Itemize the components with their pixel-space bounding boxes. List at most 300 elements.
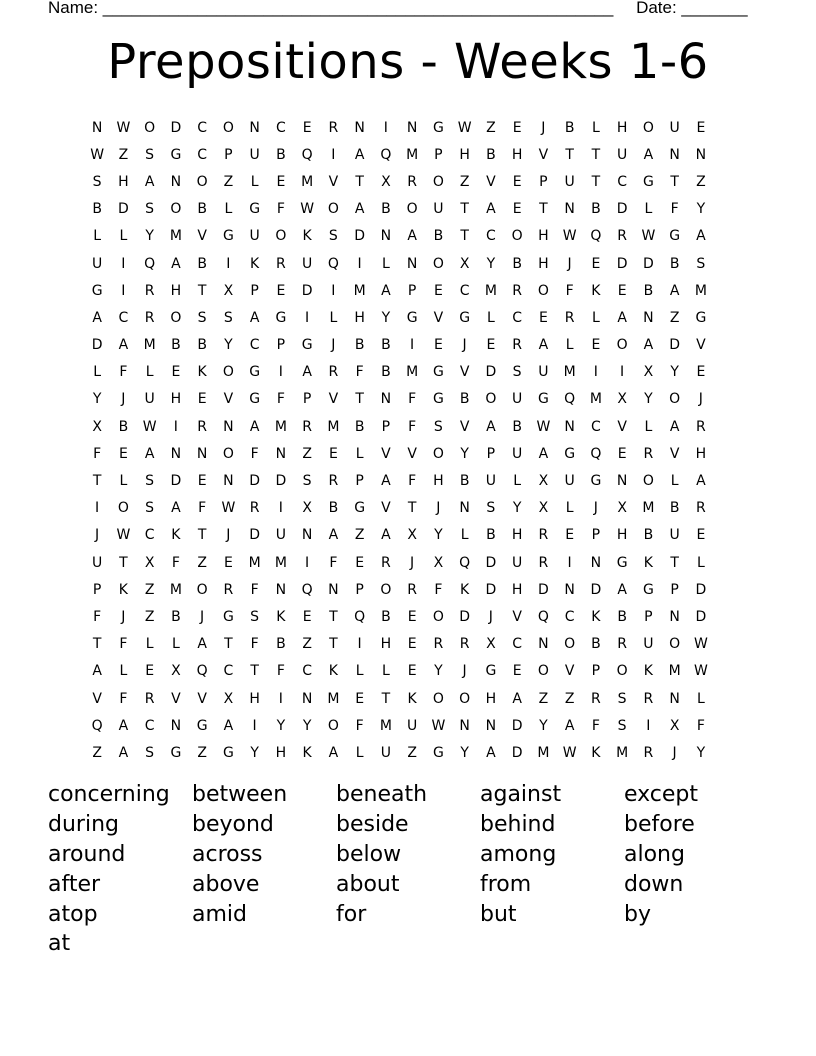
grid-letter: N	[354, 119, 365, 136]
grid-letter: G	[537, 391, 549, 408]
grid-letter: B	[591, 201, 601, 218]
grid-letter: G	[222, 608, 234, 625]
grid-letter: L	[119, 473, 128, 490]
grid-letter: B	[354, 418, 365, 435]
grid-letter: O	[144, 119, 156, 136]
grid-letter: I	[593, 364, 598, 381]
grid-letter: G	[695, 309, 707, 326]
grid-letter: M	[694, 282, 707, 299]
grid-letter: R	[617, 228, 627, 245]
grid-letter: A	[643, 146, 654, 163]
grid-letter: V	[407, 445, 417, 462]
grid-letter: N	[196, 445, 208, 462]
grid-letter: G	[91, 282, 103, 299]
grid-letter: M	[406, 146, 419, 163]
grid-letter: O	[642, 119, 654, 136]
grid-letter: J	[436, 500, 441, 517]
grid-letter: I	[252, 717, 257, 734]
grid-letter: L	[486, 309, 495, 326]
grid-letter: A	[118, 744, 129, 761]
grid-letter: T	[355, 173, 364, 190]
grid-letter: P	[434, 146, 443, 163]
grid-letter: A	[354, 146, 365, 163]
grid-letter: K	[328, 663, 338, 680]
grid-letter: C	[564, 608, 575, 625]
grid-letter: T	[329, 608, 338, 625]
grid-letter: U	[643, 636, 654, 653]
grid-letter: K	[171, 527, 181, 544]
word-list-item: about	[336, 871, 400, 897]
word-list-item: before	[624, 812, 695, 838]
grid-letter: F	[250, 445, 259, 462]
grid-letter: Z	[696, 173, 706, 190]
grid-letter: D	[275, 473, 287, 490]
grid-row	[84, 522, 744, 549]
grid-letter: C	[302, 663, 313, 680]
grid-letter: B	[564, 119, 575, 136]
grid-letter: Q	[459, 554, 471, 571]
word-list-item: beneath	[336, 782, 428, 808]
grid-letter: G	[642, 173, 654, 190]
grid-letter: R	[197, 418, 207, 435]
grid-letter: V	[564, 663, 575, 680]
grid-letter: N	[616, 473, 628, 490]
grid-letter: N	[301, 690, 313, 707]
grid-letter: G	[432, 119, 444, 136]
word-list-row	[48, 899, 768, 929]
grid-letter: L	[329, 309, 338, 326]
grid-letter: R	[381, 554, 391, 571]
grid-letter: U	[302, 255, 313, 272]
grid-letter: L	[565, 500, 574, 517]
grid-letter: N	[406, 119, 418, 136]
grid-letter: D	[616, 201, 628, 218]
grid-letter: B	[276, 636, 286, 653]
grid-letter: Y	[696, 201, 706, 218]
grid-letter: D	[117, 201, 129, 218]
grid-letter: L	[355, 663, 364, 680]
grid-letter: O	[275, 228, 287, 245]
grid-letter: E	[118, 445, 128, 462]
grid-letter: P	[407, 282, 417, 299]
grid-letter: J	[121, 608, 126, 625]
grid-letter: B	[381, 364, 391, 381]
grid-letter: A	[223, 717, 234, 734]
grid-letter: R	[223, 581, 234, 598]
grid-row	[84, 277, 744, 304]
grid-letter: E	[197, 473, 207, 490]
grid-letter: D	[249, 473, 261, 490]
grid-letter: B	[381, 201, 391, 218]
word-list-item: atop	[48, 901, 98, 927]
grid-letter: J	[593, 500, 598, 517]
word-list-item: below	[336, 841, 402, 867]
grid-letter: U	[669, 527, 680, 544]
header-line	[48, 0, 748, 18]
grid-letter: G	[170, 146, 182, 163]
grid-letter: I	[410, 337, 415, 354]
grid-letter: Q	[144, 255, 156, 272]
grid-letter: U	[485, 473, 496, 490]
grid-letter: U	[275, 527, 286, 544]
grid-letter: H	[249, 690, 260, 707]
grid-letter: G	[564, 445, 576, 462]
grid-letter: B	[92, 201, 102, 218]
grid-letter: Z	[197, 744, 207, 761]
word-list-item: beyond	[192, 812, 274, 838]
grid-letter: O	[432, 690, 444, 707]
grid-letter: B	[118, 418, 129, 435]
grid-letter: R	[144, 309, 155, 326]
grid-letter: T	[539, 201, 548, 218]
grid-letter: E	[328, 445, 338, 462]
grid-letter: J	[121, 391, 126, 408]
grid-letter: E	[302, 119, 312, 136]
grid-letter: C	[223, 663, 234, 680]
grid-letter: M	[169, 581, 182, 598]
grid-letter: K	[407, 690, 417, 707]
grid-letter: U	[512, 445, 523, 462]
grid-letter: C	[144, 717, 155, 734]
grid-letter: O	[117, 500, 129, 517]
grid-letter: P	[250, 282, 259, 299]
grid-letter: A	[197, 636, 207, 653]
grid-letter: H	[170, 282, 182, 299]
grid-letter: M	[274, 418, 287, 435]
word-list	[48, 780, 768, 959]
grid-letter: N	[328, 581, 339, 598]
grid-row	[84, 413, 744, 440]
grid-letter: N	[275, 581, 287, 598]
word-list-item: from	[480, 871, 532, 897]
grid-letter: A	[144, 445, 155, 462]
grid-row	[84, 114, 744, 141]
grid-letter: G	[590, 473, 602, 490]
grid-letter: E	[355, 690, 365, 707]
grid-letter: S	[486, 500, 496, 517]
word-list-item: down	[624, 871, 684, 897]
grid-letter: Q	[564, 391, 576, 408]
grid-letter: I	[305, 554, 310, 571]
grid-letter: K	[643, 554, 653, 571]
grid-letter: F	[119, 364, 128, 381]
grid-letter: L	[250, 173, 259, 190]
grid-letter: E	[617, 282, 627, 299]
grid-letter: Z	[302, 445, 312, 462]
grid-letter: W	[562, 744, 577, 761]
grid-letter: Y	[276, 717, 286, 734]
grid-letter: Y	[145, 228, 154, 245]
word-search-grid	[84, 114, 744, 767]
grid-letter: P	[670, 581, 679, 598]
grid-letter: R	[591, 690, 601, 707]
grid-letter: S	[433, 418, 443, 435]
grid-letter: K	[276, 608, 286, 625]
grid-letter: A	[486, 744, 496, 761]
word-list-item: amid	[192, 901, 247, 927]
grid-letter: F	[276, 201, 285, 218]
grid-letter: G	[249, 391, 261, 408]
grid-letter: N	[170, 173, 182, 190]
grid-letter: R	[328, 473, 339, 490]
grid-letter: W	[457, 119, 472, 136]
grid-letter: O	[432, 608, 444, 625]
grid-letter: N	[538, 636, 549, 653]
grid-letter: B	[669, 500, 680, 517]
grid-letter: K	[591, 608, 601, 625]
grid-letter: V	[328, 391, 339, 408]
grid-letter: U	[617, 146, 628, 163]
grid-letter: V	[696, 337, 706, 354]
grid-letter: D	[669, 337, 681, 354]
grid-letter: E	[538, 309, 548, 326]
grid-letter: Z	[118, 146, 129, 163]
grid-letter: L	[513, 473, 522, 490]
grid-letter: F	[591, 717, 600, 734]
grid-letter: R	[617, 636, 627, 653]
grid-letter: O	[616, 663, 628, 680]
grid-letter: E	[696, 119, 706, 136]
grid-letter: H	[459, 146, 470, 163]
grid-letter: N	[380, 391, 392, 408]
grid-letter: X	[486, 636, 496, 653]
grid-letter: A	[669, 282, 680, 299]
grid-letter: I	[331, 146, 336, 163]
grid-letter: Y	[644, 391, 653, 408]
grid-letter: G	[406, 309, 418, 326]
page-title: Prepositions - Weeks 1-6	[107, 34, 709, 90]
grid-letter: A	[118, 337, 129, 354]
grid-letter: A	[381, 527, 391, 544]
grid-letter: J	[462, 663, 467, 680]
grid-letter: L	[93, 228, 102, 245]
word-list-row	[48, 810, 768, 840]
grid-letter: H	[511, 581, 523, 598]
grid-letter: A	[144, 173, 155, 190]
grid-letter: B	[591, 636, 601, 653]
grid-letter: O	[511, 228, 523, 245]
grid-letter: R	[328, 364, 339, 381]
grid-letter: L	[145, 364, 154, 381]
grid-letter: G	[249, 364, 261, 381]
grid-letter: L	[119, 663, 128, 680]
grid-letter: L	[381, 663, 390, 680]
grid-letter: S	[197, 309, 207, 326]
grid-letter: H	[616, 119, 628, 136]
grid-row	[84, 223, 744, 250]
grid-letter: L	[145, 636, 154, 653]
grid-letter: S	[617, 717, 627, 734]
grid-letter: S	[145, 500, 155, 517]
grid-letter: F	[171, 554, 180, 571]
grid-letter: Q	[196, 663, 208, 680]
grid-letter: F	[355, 717, 364, 734]
grid-letter: A	[512, 690, 522, 707]
grid-letter: S	[145, 146, 155, 163]
grid-letter: N	[590, 554, 602, 571]
grid-letter: E	[512, 201, 522, 218]
grid-letter: P	[355, 473, 364, 490]
grid-letter: B	[197, 337, 207, 354]
grid-letter: C	[144, 527, 155, 544]
grid-letter: F	[670, 201, 679, 218]
grid-letter: O	[380, 581, 392, 598]
grid-letter: C	[197, 119, 208, 136]
grid-letter: A	[328, 744, 339, 761]
grid-letter: K	[302, 228, 312, 245]
grid-letter: E	[591, 337, 601, 354]
grid-row	[84, 495, 744, 522]
grid-letter: A	[381, 282, 391, 299]
grid-letter: H	[118, 173, 129, 190]
grid-letter: R	[459, 636, 470, 653]
grid-letter: H	[538, 228, 549, 245]
grid-letter: R	[643, 690, 654, 707]
grid-letter: M	[327, 418, 340, 435]
grid-letter: Q	[590, 228, 602, 245]
grid-letter: B	[354, 337, 365, 354]
grid-letter: O	[170, 309, 182, 326]
grid-letter: E	[433, 282, 443, 299]
grid-letter: I	[173, 418, 178, 435]
grid-letter: O	[642, 473, 654, 490]
grid-letter: Z	[197, 554, 207, 571]
grid-letter: W	[221, 500, 236, 517]
grid-letter: B	[197, 201, 207, 218]
grid-letter: V	[171, 690, 181, 707]
grid-letter: W	[536, 418, 551, 435]
grid-letter: O	[222, 364, 234, 381]
grid-letter: E	[223, 554, 233, 571]
grid-letter: E	[565, 527, 575, 544]
grid-letter: I	[331, 282, 336, 299]
grid-letter: G	[249, 201, 261, 218]
grid-letter: D	[616, 255, 628, 272]
grid-letter: T	[92, 473, 102, 490]
grid-row	[84, 440, 744, 467]
grid-letter: A	[302, 364, 312, 381]
grid-letter: A	[328, 527, 339, 544]
grid-letter: D	[537, 581, 549, 598]
grid-letter: G	[196, 717, 208, 734]
grid-letter: P	[486, 445, 496, 462]
grid-letter: X	[302, 500, 312, 517]
grid-letter: T	[355, 391, 364, 408]
grid-letter: A	[171, 500, 181, 517]
grid-letter: V	[486, 173, 496, 190]
grid-letter: F	[119, 636, 128, 653]
grid-letter: R	[302, 418, 312, 435]
grid-letter: D	[590, 581, 602, 598]
grid-letter: R	[328, 119, 339, 136]
grid-letter: J	[410, 554, 415, 571]
grid-letter: X	[617, 391, 627, 408]
grid-letter: L	[644, 418, 653, 435]
grid-letter: H	[538, 255, 549, 272]
grid-letter: A	[354, 201, 365, 218]
grid-letter: J	[541, 119, 546, 136]
grid-letter: D	[695, 608, 707, 625]
grid-letter: F	[198, 500, 207, 517]
grid-letter: V	[381, 445, 391, 462]
grid-letter: E	[276, 282, 286, 299]
grid-letter: H	[380, 636, 392, 653]
grid-letter: E	[407, 636, 417, 653]
grid-letter: Y	[460, 445, 469, 462]
grid-letter: A	[669, 418, 680, 435]
grid-letter: R	[643, 744, 654, 761]
grid-letter: F	[250, 636, 259, 653]
grid-letter: N	[695, 146, 707, 163]
grid-letter: F	[696, 717, 705, 734]
grid-letter: Y	[302, 717, 312, 734]
grid-letter: O	[170, 201, 182, 218]
grid-letter: Q	[537, 608, 549, 625]
grid-letter: C	[197, 146, 208, 163]
grid-letter: C	[617, 173, 628, 190]
grid-letter: A	[538, 445, 549, 462]
grid-letter: N	[564, 201, 575, 218]
grid-letter: V	[197, 228, 207, 245]
grid-letter: N	[564, 581, 575, 598]
grid-letter: O	[537, 663, 549, 680]
grid-letter: F	[408, 473, 417, 490]
grid-letter: E	[512, 173, 522, 190]
grid-letter: M	[563, 364, 576, 381]
grid-letter: W	[300, 201, 315, 218]
grid-letter: I	[95, 500, 100, 517]
grid-letter: J	[226, 527, 231, 544]
grid-letter: P	[276, 337, 286, 354]
grid-letter: Y	[670, 364, 679, 381]
word-list-row	[48, 780, 768, 810]
grid-letter: L	[171, 636, 180, 653]
grid-letter: N	[669, 690, 680, 707]
grid-letter: K	[197, 364, 207, 381]
grid-letter: F	[119, 690, 128, 707]
grid-letter: D	[91, 337, 103, 354]
grid-letter: C	[512, 309, 523, 326]
grid-letter: R	[144, 282, 155, 299]
grid-letter: F	[355, 364, 364, 381]
grid-letter: H	[616, 527, 628, 544]
grid-letter: G	[432, 391, 444, 408]
grid-letter: Z	[564, 690, 575, 707]
grid-letter: R	[407, 581, 417, 598]
grid-letter: E	[617, 445, 627, 462]
grid-letter: D	[695, 581, 707, 598]
grid-letter: C	[275, 119, 286, 136]
grid-row	[84, 712, 744, 739]
grid-letter: S	[145, 201, 155, 218]
grid-letter: Q	[590, 445, 602, 462]
grid-letter: B	[171, 337, 181, 354]
grid-letter: A	[407, 228, 417, 245]
grid-letter: B	[459, 473, 470, 490]
grid-letter: O	[327, 201, 339, 218]
grid-letter: I	[567, 554, 572, 571]
grid-letter: D	[249, 527, 261, 544]
grid-letter: U	[564, 473, 575, 490]
grid-letter: X	[433, 554, 444, 571]
grid-letter: M	[248, 554, 261, 571]
grid-letter: F	[565, 282, 574, 299]
grid-letter: O	[537, 282, 549, 299]
word-list-item: beside	[336, 812, 409, 838]
grid-letter: M	[616, 744, 629, 761]
grid-letter: G	[275, 309, 287, 326]
grid-letter: B	[381, 608, 391, 625]
